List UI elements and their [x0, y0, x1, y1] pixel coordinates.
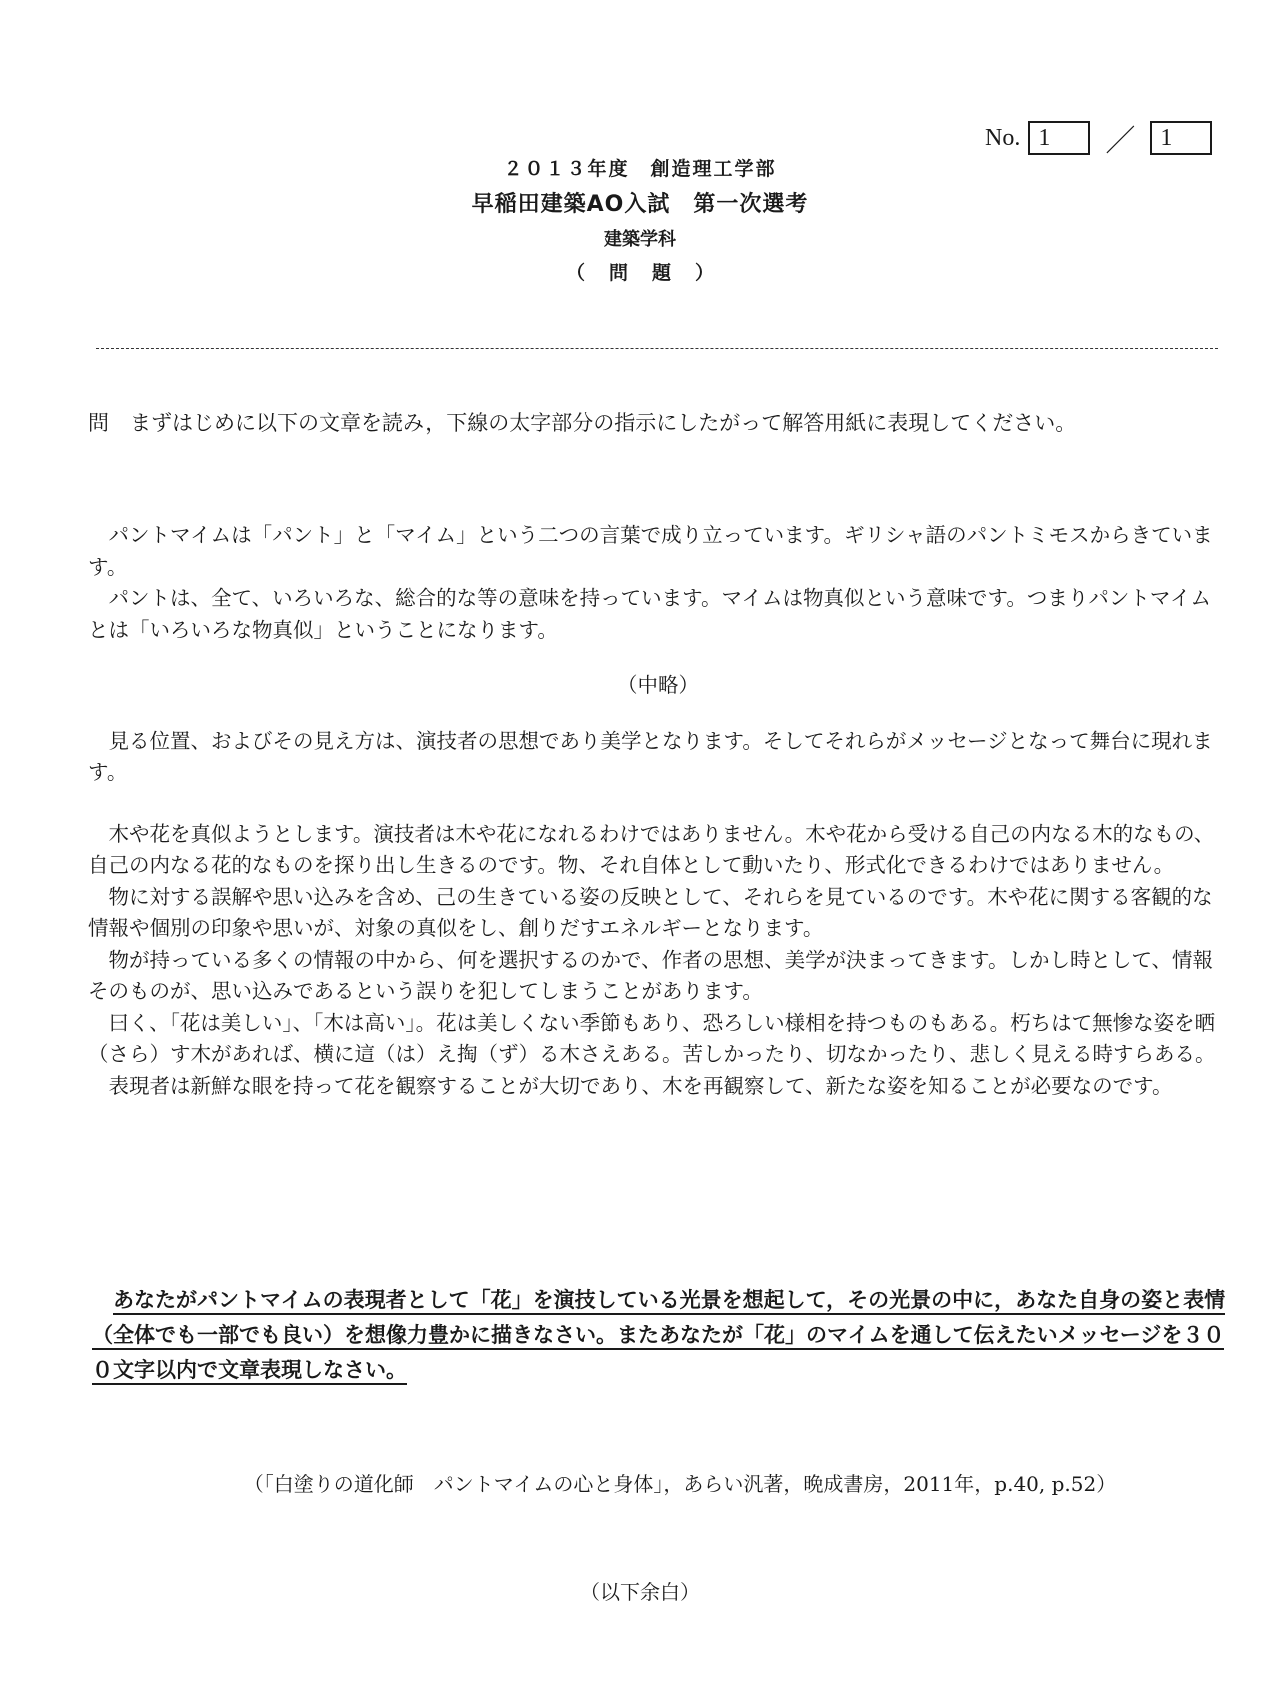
reading-passage — [88, 520, 1228, 1102]
passage-paragraph: パントは、全て、いろいろな、総合的な等の意味を持っています。マイムは物真似という意味です。つまりパントマイムとは「いろいろな物真似」ということになります。 — [88, 586, 1211, 642]
department: 建築学科 — [604, 229, 676, 250]
passage-paragraph: 曰く、「花は美しい」、「木は高い」。花は美しくない季節もあり、恐ろしい様相を持つものもある。朽ちはて無惨な姿を晒（さら）す木があれば、横に這（は）え掏（ず）る木さえある。苦しかったり、切なかったり、悲しく見える時すらある。 — [88, 1010, 1216, 1066]
omission-mark: （中略） — [617, 673, 699, 697]
passage-paragraph: 表現者は新鮮な眼を持って花を観察することが大切であり、木を再観察して、新たな姿を知ることが必要なのです。 — [108, 1073, 1173, 1098]
footer-note: （以下余白） — [580, 1580, 700, 1604]
page-number-label: No. — [985, 124, 1021, 151]
passage-paragraph: パントマイムは「パント」と「マイム」という二つの言葉で成り立っています。ギリシャ語のパントミモスからきています。 — [88, 523, 1213, 579]
passage-paragraph: 見る位置、およびその見え方は、演技者の思想であり美学となります。そしてそれらがメッセージとなって舞台に現れます。 — [88, 728, 1213, 784]
exam-title: 早稲田建築AO入試 第一次選考 — [471, 192, 809, 217]
question-instruction: 問 まずはじめに以下の文章を読み，下線の太字部分の指示にしたがって解答用紙に表現してください。 — [88, 411, 1077, 435]
source-citation: （「白塗りの道化師 パントマイムの心と身体」，あらい汎著，晩成書房，2011年，p.40, p.52） — [243, 1472, 1117, 1496]
dashed-divider — [96, 348, 1218, 349]
page-number-current: 1 — [1028, 121, 1090, 155]
exam-header — [0, 152, 1280, 290]
task-text: あなたがパントマイムの表現者として「花」を演技している光景を想起して，その光景の中に，あなた自身の姿と表情（全体でも一部でも良い）を想像力豊かに描きなさい。またあなたが「花」のマイムを通して伝えたいメッセージを３００文字以内で文章表現しなさい。 — [92, 1288, 1225, 1385]
section-label: （問題） — [565, 262, 738, 284]
passage-paragraph: 物に対する誤解や思い込みを含め、己の生きている姿の反映として、それらを見ているのです。木や花に関する客観的な情報や個別の印象や思いが、対象の真似をし、創りだすエネルギーとなります。 — [88, 884, 1213, 940]
passage-paragraph: 物が持っている多くの情報の中から、何を選択するのかで、作者の思想、美学が決まってきます。しかし時として、情報そのものが、思い込みであるという誤りを犯してしまうことがあります。 — [88, 947, 1214, 1003]
page-number-total: 1 — [1150, 121, 1212, 155]
year-faculty: ２０１３年度 創造理工学部 — [503, 158, 777, 180]
task-instruction — [92, 1283, 1232, 1388]
passage-paragraph: 木や花を真似ようとします。演技者は木や花になれるわけではありません。木や花から受ける自己の内なる木的なもの、自己の内なる花的なものを探り出し生きるのです。物、それ自体として動いたり、形式化できるわけではありません。 — [88, 821, 1215, 877]
page-number-separator: ／ — [1105, 125, 1136, 158]
